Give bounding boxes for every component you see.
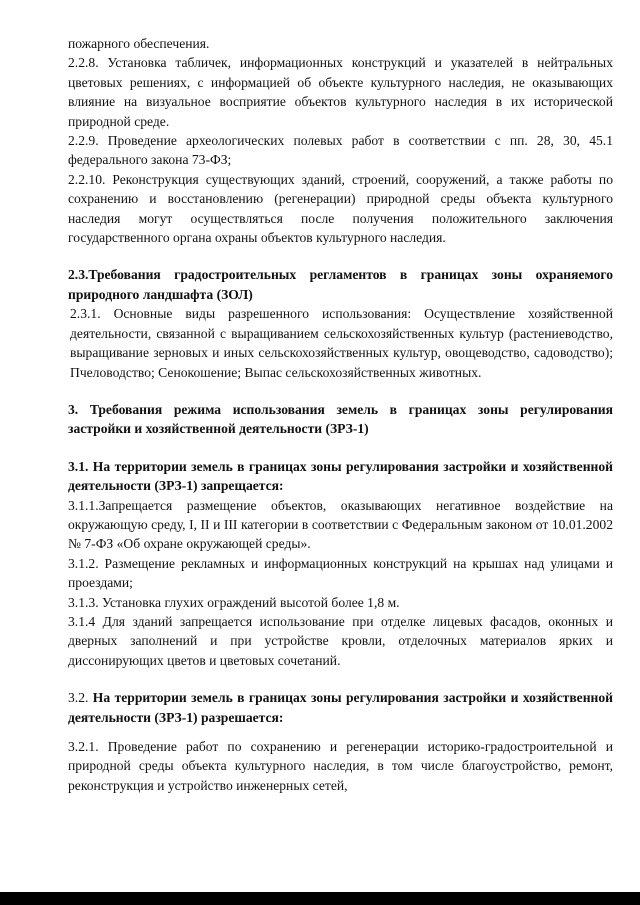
paragraph-3-2-1: 3.2.1. Проведение работ по сохранению и регенерации историко-градостроительной и природной среды объекта культурного наследия, в том числе благоустройство, ремонт, реконструкция и устройство инженерных сетей, bbox=[68, 739, 613, 793]
scan-bottom-edge bbox=[0, 892, 640, 905]
paragraph-2-2-8: 2.2.8. Установка табличек, информационных конструкций и указателей в нейтральных цветовых решениях, с информацией об объекте культурного наследия, не оказывающих влияние на визуальное восприятие объектов культурного наследия в их исторической природной среде. bbox=[68, 55, 613, 129]
heading-3-2 bbox=[68, 688, 613, 727]
paragraph-3-1-3: 3.1.3. Установка глухих ограждений высотой более 1,8 м. bbox=[68, 594, 400, 610]
document-page bbox=[68, 34, 613, 795]
heading-3-2-text: На территории земель в границах зоны регулирования застройки и хозяйственной деятельности (ЗРЗ-1) разрешается: bbox=[68, 690, 613, 725]
paragraph-2-2-10: 2.2.10. Реконструкция существующих зданий, строений, сооружений, а также работы по сохранению и восстановлению (регенерации) природной среды объекта культурного наследия могут осуществляться после получения положительного заключения государственного органа охраны объектов культурного наследия. bbox=[68, 171, 613, 246]
paragraph-2-3-1: 2.3.1. Основные виды разрешенного использования: Осуществление хозяйственной деятельности, связанной с выращиванием сельскохозяйственных культур (растениеводство, выращивание зерновых и иных сельскохозяйственных культур, овощеводство, садоводство); Пчеловодство; Сенокошение; Выпас сельскохозяйственных животных. bbox=[70, 306, 613, 380]
paragraph-3-1-2: 3.1.2. Размещение рекламных и информационных конструкций на крышах над улицами и проездами; bbox=[68, 555, 613, 591]
heading-3-2-number: 3.2. bbox=[68, 690, 89, 706]
paragraph-3-1-1: 3.1.1.Запрещается размещение объектов, оказывающих негативное воздействие на окружающую среду, I, II и III категории в соответствии с Федеральным законом от 10.01.2002 № 7-ФЗ «Об охране окружающей среды». bbox=[68, 497, 613, 552]
heading-3: 3. Требования режима использования земель в границах зоны регулирования застройки и хозяйственной деятельности (ЗРЗ-1) bbox=[68, 401, 613, 437]
heading-3-1: 3.1. На территории земель в границах зоны регулирования застройки и хозяйственной деятельности (ЗРЗ-1) запрещается: bbox=[68, 458, 613, 494]
heading-2-3: 2.3.Требования градостроительных регламентов в границах зоны охраняемого природного ландшафта (ЗОЛ) bbox=[68, 267, 613, 302]
paragraph-continuation: пожарного обеспечения. bbox=[68, 36, 210, 51]
paragraph-3-1-4: 3.1.4 Для зданий запрещается использование при отделке лицевых фасадов, оконных и дверных заполнений и при устройстве кровли, отделочных материалов ярких и диссонирующих цветов и цветовых сочетаний. bbox=[68, 613, 613, 668]
paragraph-2-2-9: 2.2.9. Проведение археологических полевых работ в соответствии с пп. 28, 30, 45.1 федерального закона 73-ФЗ; bbox=[68, 133, 613, 168]
